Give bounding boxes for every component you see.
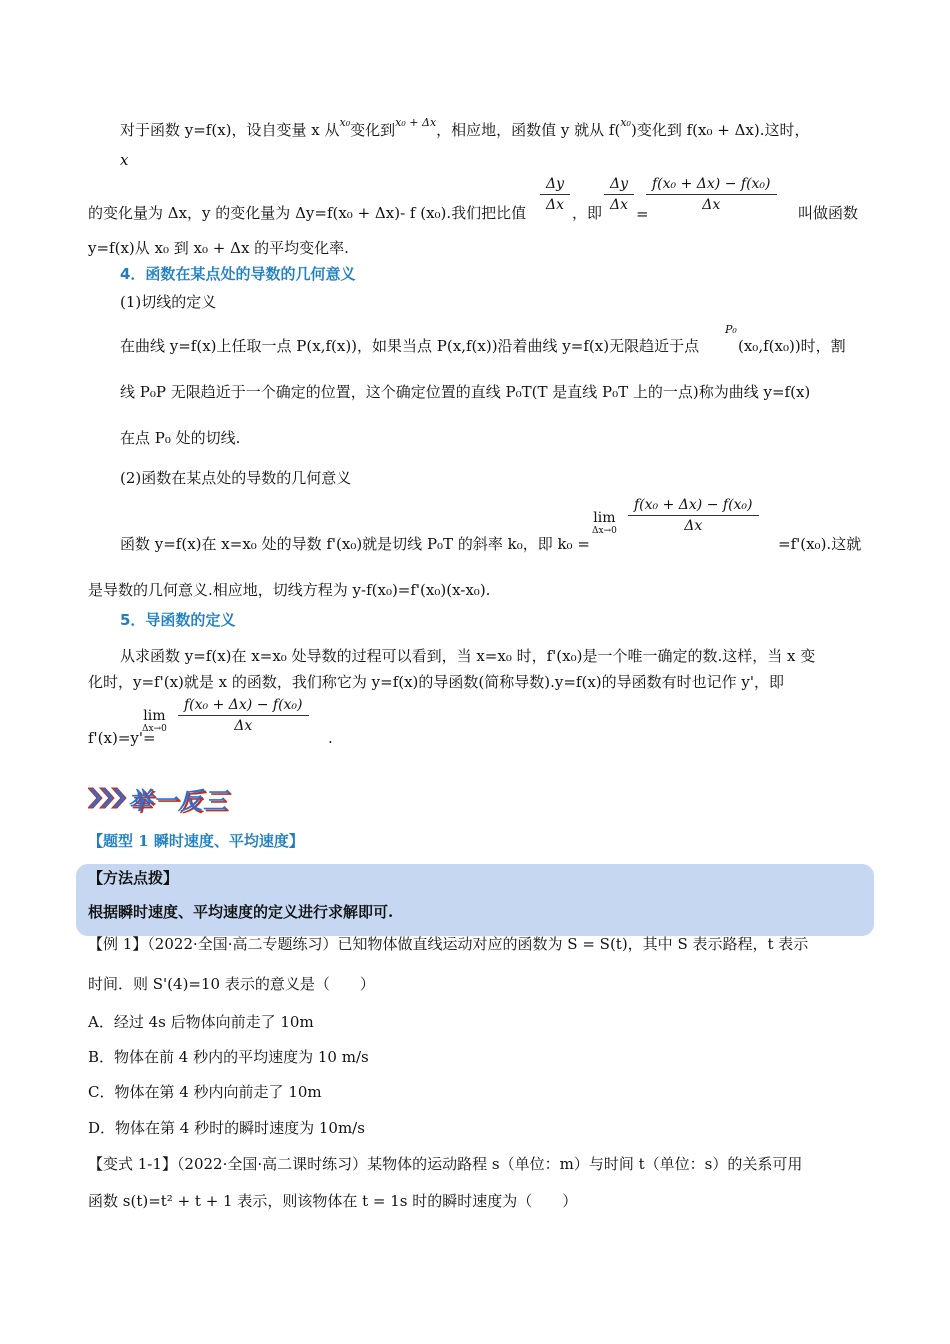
variant-line-2: 函数 s(t)=t² + t + 1 表示，则该物体在 t = 1s 时的瞬时速度为（ ） [88, 1192, 578, 1210]
subheading-tangent: (1)切线的定义 [120, 293, 217, 311]
derfunc-line-3: f'(x)=y'= [88, 729, 156, 747]
text: ，相应地，函数值 y 就从 f( [436, 121, 621, 139]
derfunc-line-1: 从求函数 y=f(x)在 x=x₀ 处导数的过程可以看到，当 x=x₀ 时，f'(x₀)是一个唯一确定的数.这样，当 x 变 [120, 647, 816, 665]
derfunc-numerator: f(x₀ + Δx) − f(x₀) [178, 697, 309, 716]
derivative-line-1: 函数 y=f(x)在 x=x₀ 处的导数 f'(x₀)就是切线 P₀T 的斜率 k₀，即 k₀ = [120, 535, 590, 553]
p0-label: P₀ [725, 323, 737, 336]
option-c: C．物体在第 4 秒内向前走了 10m [88, 1083, 322, 1101]
equals-sign: = [636, 205, 649, 223]
variant-line-1: 【变式 1-1】（2022·全国·高二课时练习）某物体的运动路程 s（单位：m）与时间 t（单位：s）的关系可用 [88, 1155, 803, 1173]
section-heading-5: 5．导函数的定义 [120, 611, 236, 629]
lim-text: lim [143, 708, 166, 724]
derfunc-fraction [178, 697, 309, 734]
derivative-line-1-end: =f'(x₀).这就 [778, 535, 862, 553]
lim-subscript: Δx→0 [142, 724, 167, 734]
derivative-denominator: Δx [684, 518, 703, 534]
method-title: 【方法点拨】 [88, 869, 179, 887]
text: 变化到 [350, 121, 396, 139]
x0-symbol: x₀ [339, 116, 351, 129]
method-box [76, 864, 874, 936]
ratio-numerator: Δy [540, 176, 570, 195]
derfunc-period: . [328, 729, 333, 747]
avg-rate-line-4: y=f(x)从 x₀ 到 x₀ + Δx 的平均变化率. [88, 239, 349, 257]
derfunc-denominator: Δx [234, 718, 253, 734]
text: ，即 [572, 204, 603, 222]
tangent-line-2: 线 P₀P 无限趋近于一个确定的位置，这个确定位置的直线 P₀T(T 是直线 P₀T 上的一点)称为曲线 y=f(x) [120, 383, 811, 401]
example-1-line-1: 【例 1】（2022·全国·高二专题练习）已知物体做直线运动对应的函数为 S = S(t)，其中 S 表示路程，t 表示 [88, 935, 809, 953]
text: 对于函数 y=f(x)，设自变量 x 从 [120, 121, 340, 139]
question-type-title: 【题型 1 瞬时速度、平均速度】 [88, 832, 304, 850]
section-heading-4: 4．函数在某点处的导数的几何意义 [120, 265, 356, 283]
tangent-line-1-end: (x₀,f(x₀))时，割 [738, 337, 846, 355]
lim-subscript: Δx→0 [592, 526, 617, 536]
method-text: 根据瞬时速度、平均速度的定义进行求解即可. [88, 903, 394, 921]
tangent-line-3: 在点 P₀ 处的切线. [120, 429, 241, 447]
derivative-line-2: 是导数的几何意义.相应地，切线方程为 y-f(x₀)=f'(x₀)(x-x₀). [88, 581, 491, 599]
avg-rate-line-1 [120, 116, 810, 142]
option-d: D．物体在第 4 秒时的瞬时速度为 10m/s [88, 1119, 365, 1137]
ratio-denominator: Δx [546, 197, 565, 213]
limit-operator [592, 510, 617, 536]
text: )变化到 f( [630, 121, 698, 139]
avg-rate-line-2: x [120, 151, 129, 169]
x0-plus-dx: x₀ + Δx [395, 116, 437, 129]
ratio-denominator: Δx [610, 197, 629, 213]
ratio-fraction-2 [604, 176, 634, 213]
text: 叫做函数 [798, 204, 859, 222]
ratio-numerator: Δy [604, 176, 634, 195]
derfunc-line-2: 化时，y=f'(x)就是 x 的函数，我们称它为 y=f(x)的导函数(简称导数).y=f(x)的导函数有时也记作 y'，即 [88, 673, 785, 691]
text: x₀ + Δx).这时， [698, 121, 810, 139]
lim-text: lim [593, 510, 616, 526]
text: 的变化量为 Δx，y 的变化量为 Δy=f(x₀ + Δx)- f (x₀).我们把比值 [88, 204, 527, 222]
limit-operator-2 [142, 708, 167, 734]
tangent-line-1: 在曲线 y=f(x)上任取一点 P(x,f(x))，如果当点 P(x,f(x))沿着曲线 y=f(x)无限趋近于点 [120, 337, 700, 355]
derivative-fraction [628, 497, 759, 534]
option-b: B．物体在前 4 秒内的平均速度为 10 m/s [88, 1048, 369, 1066]
practice-banner [88, 777, 238, 817]
banner-title: 举一反三 [128, 787, 228, 815]
derivative-numerator: f(x₀ + Δx) − f(x₀) [628, 497, 759, 516]
diff-denominator: Δx [702, 197, 721, 213]
ratio-fraction [540, 176, 570, 213]
arrows-icon [88, 783, 128, 813]
avg-rate-line-3 [88, 203, 526, 223]
example-1-line-2: 时间．则 S'(4)=10 表示的意义是（ ） [88, 975, 375, 993]
diff-numerator: f(x₀ + Δx) − f(x₀) [646, 176, 777, 195]
subheading-geometric: (2)函数在某点处的导数的几何意义 [120, 469, 352, 487]
option-a: A．经过 4s 后物体向前走了 10m [88, 1013, 314, 1031]
difference-quotient [646, 176, 777, 213]
x0-symbol: x₀ [620, 116, 631, 129]
